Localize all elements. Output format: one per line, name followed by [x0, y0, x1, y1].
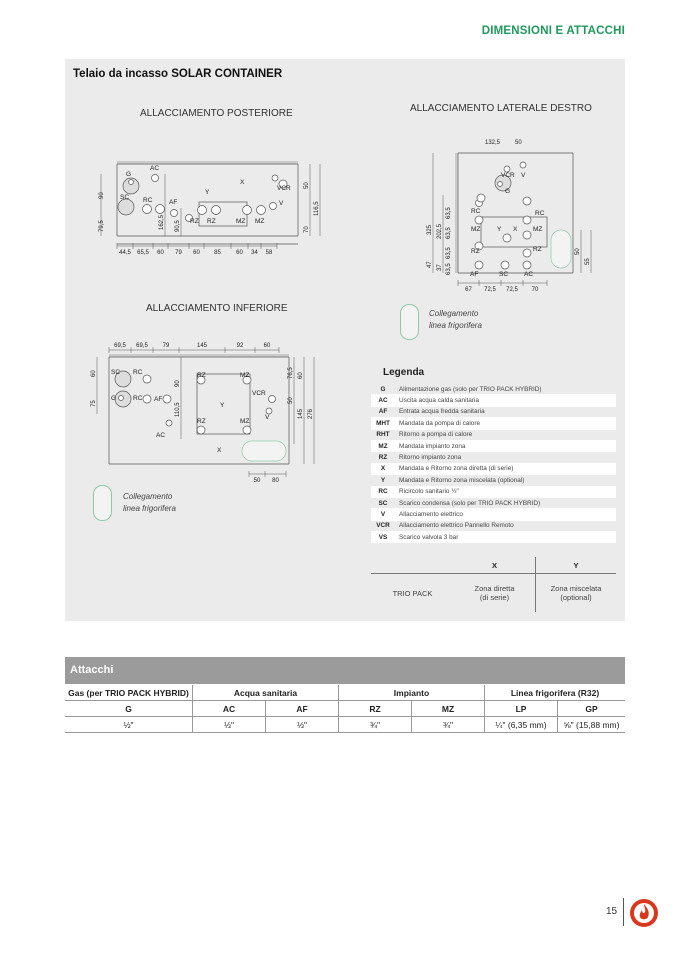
label-RC: RC [535, 210, 545, 217]
dimension-label: 145 [196, 343, 208, 349]
diagram-inferiore [89, 339, 334, 491]
label-G: G [505, 188, 511, 195]
legend-code: VS [371, 532, 395, 543]
legend-row [371, 509, 616, 520]
legend-desc: Scarico valvola 3 bar [395, 532, 616, 543]
label-Y: Y [497, 226, 502, 233]
legend-code: Y [371, 475, 395, 486]
legend-code: G [371, 384, 395, 395]
label-RZ: RZ [207, 218, 216, 225]
legend-code: MZ [371, 440, 395, 451]
diagram-posteriore [95, 154, 330, 259]
sub-GP: GP [558, 701, 626, 717]
dim-162-5: 162,5 [159, 214, 165, 230]
legend-desc: Allacciamento elettrico [395, 509, 616, 520]
label-AF: AF [169, 199, 178, 206]
legend-row [371, 384, 616, 395]
legend-code: X [371, 463, 395, 474]
legend-desc: Scarico condensa (solo per TRIO PACK HYBRID) [395, 497, 616, 508]
label-RC: RC [143, 197, 153, 204]
dim-63-5: 63,5 [446, 247, 452, 259]
zone-x-line2: (di serie) [479, 593, 510, 602]
dim-50-top: 50 [515, 140, 522, 146]
dim-202-5: 202,5 [437, 223, 443, 239]
legend-row [371, 486, 616, 497]
legend-row [371, 497, 616, 508]
legend-code: VCR [371, 520, 395, 531]
legend-desc: Allacciamento elettrico Pannello Remoto [395, 520, 616, 531]
dimension-label: 34 [251, 250, 258, 256]
zone-y-line2: (optional) [560, 593, 592, 602]
legend-desc: Entrata acqua fredda sanitaria [395, 406, 616, 417]
dimension-label: 69,5 [114, 343, 126, 349]
label-MZ: MZ [236, 218, 246, 225]
dimension-label: 50 [253, 478, 261, 484]
dim-132-5: 132,5 [485, 140, 501, 146]
legend-row [371, 395, 616, 406]
zone-y-line1: Zona miscelata [550, 584, 602, 593]
dim-116-5: 116,5 [314, 201, 320, 216]
frig-label-line1: Collegamento [429, 309, 479, 318]
label-SC: SC [111, 369, 121, 376]
label-RC: RC [133, 395, 143, 402]
diagram-posteriore-title: ALLACCIAMENTO POSTERIORE [140, 108, 293, 119]
dimension-label: 70 [531, 287, 539, 293]
label-MZ: MZ [533, 226, 543, 233]
legend-row [371, 463, 616, 474]
legend-row [371, 440, 616, 451]
dimension-label: 60 [157, 250, 164, 256]
label-Y: Y [205, 189, 210, 196]
dimension-label: 65,5 [137, 250, 149, 256]
label-VCR: VCR [252, 390, 266, 397]
sub-G: G [65, 701, 193, 717]
label-RZ: RZ [190, 218, 199, 225]
dim-90: 90 [175, 380, 181, 387]
legend-row [371, 532, 616, 543]
dim-37: 37 [437, 264, 443, 271]
zone-x-line1: Zona diretta [474, 584, 515, 593]
dim-60-right: 60 [298, 372, 304, 379]
label-MZ: MZ [255, 218, 265, 225]
legend-desc: Ritorno a pompa di calore [395, 429, 616, 440]
zone-col-x: X [454, 557, 536, 574]
dim-63-5: 63,5 [446, 263, 452, 275]
label-RZ: RZ [197, 418, 206, 425]
legend-desc: Mandata e Ritorno zona diretta (di serie) [395, 463, 616, 474]
dimension-label: 60 [193, 250, 200, 256]
label-AC: AC [524, 271, 534, 278]
legend-row [371, 452, 616, 463]
frig-label-right [429, 308, 482, 332]
legend-row [371, 520, 616, 531]
frig-pill [400, 304, 419, 340]
dimension-label: 60 [263, 343, 271, 349]
legend-code: RZ [371, 452, 395, 463]
val-AF: ½" [266, 717, 339, 733]
label-V: V [521, 172, 526, 179]
group-acqua: Acqua sanitaria [193, 685, 339, 701]
label-X: X [217, 447, 222, 454]
dim-90: 90 [99, 192, 105, 199]
dimension-label: 92 [236, 343, 244, 349]
frig-pill [93, 485, 112, 521]
dimension-label: 79 [162, 343, 170, 349]
diagram-laterale-title: ALLACCIAMENTO LATERALE DESTRO [410, 103, 592, 114]
dimension-label: 58 [265, 250, 273, 256]
label-AC: AC [156, 432, 166, 439]
legend-desc: Mandata da pompa di calore [395, 418, 616, 429]
label-MZ: MZ [471, 226, 481, 233]
dim-55: 55 [585, 258, 591, 265]
frig-label-line2: linea frigorifera [429, 321, 482, 330]
legend-code: SC [371, 497, 395, 508]
legend-desc: Mandata impianto zona [395, 440, 616, 451]
zone-col-y: Y [536, 557, 617, 574]
legend-desc: Mandata e Ritorno zona miscelata (optional) [395, 475, 616, 486]
page-number: 15 [606, 906, 618, 917]
label-RC: RC [471, 208, 481, 215]
label-V: V [279, 200, 284, 207]
label-X: X [513, 226, 518, 233]
label-RZ: RZ [197, 372, 206, 379]
diagram-inferiore-title: ALLACCIAMENTO INFERIORE [146, 303, 288, 314]
val-LP: ¼" (6,35 mm) [485, 717, 558, 733]
dim-325: 325 [427, 224, 433, 235]
legend-desc: Uscita acqua calda sanitaria [395, 395, 616, 406]
legend-table [371, 384, 616, 543]
dimension-label: 67 [465, 287, 472, 293]
diagram-laterale [423, 135, 598, 295]
sub-RZ: RZ [339, 701, 412, 717]
dim-50: 50 [304, 182, 310, 189]
legend-code: MHT [371, 418, 395, 429]
legend-code: AF [371, 406, 395, 417]
label-RZ: RZ [471, 248, 480, 255]
legend-row [371, 429, 616, 440]
group-gas: Gas (per TRIO PACK HYBRID) [65, 685, 193, 701]
sub-AC: AC [193, 701, 266, 717]
sub-MZ: MZ [412, 701, 485, 717]
label-G: G [126, 171, 132, 178]
sub-LP: LP [485, 701, 558, 717]
dim-76-5: 76,5 [288, 367, 294, 379]
legend-row [371, 475, 616, 486]
frig-label-line1: Collegamento [123, 492, 173, 501]
label-VCR: VCR [501, 172, 515, 179]
dimension-label: 80 [272, 478, 279, 484]
label-VCR: VCR [277, 185, 291, 192]
label-AF: AF [470, 271, 479, 278]
dimension-label: 79 [175, 250, 182, 256]
label-G: G [111, 395, 117, 402]
dimension-label: 69,5 [136, 343, 148, 349]
attacchi-title: Attacchi [65, 657, 625, 684]
section-title: DIMENSIONI E ATTACCHI [481, 25, 625, 37]
dim-79-5: 79,5 [99, 220, 105, 232]
legend-title: Legenda [383, 367, 425, 378]
label-RC: RC [133, 369, 143, 376]
attacchi-table [65, 685, 625, 733]
dim-50: 50 [575, 248, 581, 255]
frig-label-left [123, 491, 176, 515]
val-MZ: ¾" [412, 717, 485, 733]
dim-60: 60 [91, 370, 97, 377]
dimension-label: 72,5 [484, 287, 496, 293]
brand-flame-icon [629, 898, 659, 928]
dim-63-5: 63,5 [446, 207, 452, 219]
dim-90-5: 90,5 [175, 220, 181, 232]
legend-desc: Ricircolo sanitario ½" [395, 486, 616, 497]
zone-row-label: TRIO PACK [392, 588, 433, 598]
label-SC: SC [120, 194, 130, 201]
label-AC: AC [150, 165, 160, 172]
dim-70: 70 [304, 226, 310, 233]
dimensions-panel [65, 59, 625, 621]
label-AF: AF [154, 396, 163, 403]
legend-row [371, 406, 616, 417]
dim-75: 75 [91, 400, 97, 407]
label-Y: Y [220, 402, 225, 409]
page-divider [623, 898, 624, 926]
dim-63-5: 63,5 [446, 227, 452, 239]
dim-145: 145 [298, 408, 304, 419]
dim-110-5: 110,5 [175, 402, 181, 417]
dimension-label: 44,5 [119, 250, 131, 256]
legend-code: RHT [371, 429, 395, 440]
legend-row [371, 418, 616, 429]
dim-276: 276 [308, 408, 314, 419]
group-linea: Linea frigorifera (R32) [485, 685, 626, 701]
legend-code: AC [371, 395, 395, 406]
label-MZ: MZ [240, 418, 250, 425]
panel-title: Telaio da incasso SOLAR CONTAINER [73, 68, 283, 80]
dim-50: 50 [288, 397, 294, 404]
dimension-label: 60 [236, 250, 243, 256]
dimension-label: 85 [214, 250, 221, 256]
label-MZ: MZ [240, 372, 250, 379]
val-GP: ⅝" (15,88 mm) [558, 717, 626, 733]
val-RZ: ¾" [339, 717, 412, 733]
zone-table [371, 557, 616, 612]
zone-x-cell [454, 574, 536, 613]
zone-y-cell [536, 574, 617, 613]
dimension-label: 72,5 [506, 287, 518, 293]
dim-47: 47 [427, 261, 433, 268]
legend-desc: Alimentazione gas (solo per TRIO PACK HYBRID) [395, 384, 616, 395]
label-RZ: RZ [533, 246, 542, 253]
val-AC: ½" [193, 717, 266, 733]
legend-code: V [371, 509, 395, 520]
zone-table-corner [371, 557, 454, 574]
label-X: X [240, 179, 245, 186]
sub-AF: AF [266, 701, 339, 717]
group-impianto: Impianto [339, 685, 485, 701]
frig-label-line2: linea frigorifera [123, 504, 176, 513]
label-V: V [265, 414, 270, 421]
label-SC: SC [499, 271, 509, 278]
legend-code: RC [371, 486, 395, 497]
val-G: ½" [65, 717, 193, 733]
legend-desc: Ritorno impianto zona [395, 452, 616, 463]
